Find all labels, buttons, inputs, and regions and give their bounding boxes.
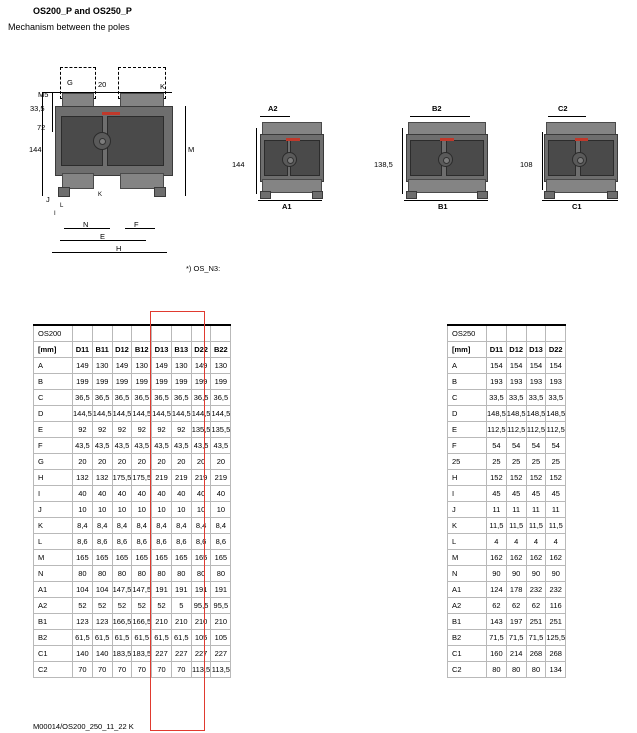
view-c-foot-left: [544, 191, 555, 199]
col-b11: B11: [92, 342, 112, 358]
table-os200-wrap: [33, 321, 231, 678]
table-os250-title: OS250: [448, 325, 487, 342]
view-c-terminal-bottom: [546, 179, 616, 193]
label-138-5: 138,5: [374, 160, 393, 169]
table-row: G 20 20 20 20 20 20 20 20: [34, 454, 231, 470]
table-row: 25 25 25 25 25: [448, 454, 566, 470]
table-os250: [447, 321, 566, 678]
table-row: H 152 152 152 152: [448, 470, 566, 486]
col-b22: B22: [211, 342, 231, 358]
label-20: 20: [98, 80, 107, 89]
view-b-foot-left: [406, 191, 417, 199]
red-indicator: [102, 112, 120, 115]
view-b-red: [440, 138, 454, 141]
table-row: K 11,5 11,5 11,5 11,5: [448, 518, 566, 534]
table-row: B2 71,5 71,5 71,5 125,5: [448, 630, 566, 646]
dim-vert-right: [185, 106, 186, 196]
device-pole-right: [107, 116, 164, 166]
dim-vert-left-inner: [52, 92, 53, 132]
table-row: A2 62 62 62 116: [448, 598, 566, 614]
dim-144-vert: [256, 128, 257, 194]
label-m: M: [188, 145, 195, 154]
label-144-left: 144: [232, 160, 245, 169]
mounting-foot-left: [58, 187, 70, 197]
dim-horiz-top: [42, 92, 172, 93]
table-row: A 154 154 154 154: [448, 358, 566, 374]
table-os200: [33, 321, 231, 678]
label-j: J: [46, 195, 50, 204]
col-b12: B12: [132, 342, 152, 358]
label-33-5: 33,5: [30, 104, 45, 113]
label-72: 72: [37, 123, 46, 132]
label-b2: B2: [432, 104, 442, 113]
col-b13: B13: [171, 342, 191, 358]
col-d12-r: D12: [506, 342, 526, 358]
table-row: B1 143 197 251 251: [448, 614, 566, 630]
table-row: C2 80 80 80 134: [448, 662, 566, 678]
col-unit-r: [mm]: [448, 342, 487, 358]
table-row: L 4 4 4 4: [448, 534, 566, 550]
operating-knob: [93, 132, 111, 150]
table-row: B1 123 123 166,5 166,5 210 210 210 210: [34, 614, 231, 630]
label-144: 144: [29, 145, 42, 154]
view-a-foot-left: [260, 191, 271, 199]
label-m5: M5: [38, 90, 49, 99]
table-row: N 80 80 80 80 80 80 80 80: [34, 566, 231, 582]
table-row: C 33,5 33,5 33,5 33,5: [448, 390, 566, 406]
view-b-foot-right: [477, 191, 488, 199]
dim-a2-line: [260, 116, 290, 117]
drawing-view-b: [374, 100, 508, 211]
dim-c1-line: [542, 200, 618, 201]
page-subtitle: Mechanism between the poles: [8, 22, 130, 32]
view-a-red: [286, 138, 300, 141]
label-k1: K: [98, 192, 103, 198]
table-row: B2 61,5 61,5 61,5 61,5 61,5 61,5 105 105: [34, 630, 231, 646]
label-k: K: [160, 82, 166, 91]
table-row: D 148,5 148,5 148,5 148,5: [448, 406, 566, 422]
label-a1: A1: [282, 202, 292, 211]
view-c-foot-right: [607, 191, 618, 199]
page-title: OS200_P and OS250_P: [33, 6, 132, 16]
mounting-foot-right: [154, 187, 166, 197]
label-c2: C2: [558, 104, 568, 113]
col-d13-r: D13: [526, 342, 546, 358]
col-d13: D13: [152, 342, 172, 358]
table-os250-wrap: [447, 321, 566, 678]
col-d12: D12: [112, 342, 132, 358]
drawing-view-a: [232, 100, 342, 210]
table-os250-header-row: [448, 342, 566, 358]
table-row: I 45 45 45 45: [448, 486, 566, 502]
drawing-note: *) OS_N3:: [186, 264, 221, 273]
label-e: E: [100, 232, 106, 241]
col-d11: D11: [73, 342, 93, 358]
table-row: A 149 130 149 130 149 130 149 130: [34, 358, 231, 374]
dim-a1-line: [258, 200, 322, 201]
table-row: M 162 162 162 162: [448, 550, 566, 566]
col-d11-r: D11: [487, 342, 507, 358]
table-row: C1 160 214 268 268: [448, 646, 566, 662]
col-d22: D22: [191, 342, 211, 358]
table-row: A1 104 104 147,5 147,5 191 191 191 191: [34, 582, 231, 598]
view-b-terminal-bottom: [408, 179, 486, 193]
table-row: J 11 11 11 11: [448, 502, 566, 518]
table-row: I 40 40 40 40 40 40 40 40: [34, 486, 231, 502]
table-os200-header-row: [34, 342, 231, 358]
table-row: B 199 199 199 199 199 199 199 199: [34, 374, 231, 390]
label-b1: B1: [438, 202, 448, 211]
table-row: E 92 92 92 92 92 92 135,5 135,5: [34, 422, 231, 438]
view-a-knob: [282, 152, 297, 167]
table-row: M 165 165 165 165 165 165 165 165: [34, 550, 231, 566]
table-row: C 36,5 36,5 36,5 36,5 36,5 36,5 36,5 36,5: [34, 390, 231, 406]
drawing-view-c: [520, 100, 637, 211]
table-row: C2 70 70 70 70 70 70 113,5 113,5: [34, 662, 231, 678]
label-g: G: [67, 78, 73, 87]
dim-horiz-h: [52, 252, 167, 253]
dim-c2-line: [548, 116, 586, 117]
label-108: 108: [520, 160, 533, 169]
view-c-knob: [572, 152, 587, 167]
drawing-view-front: [30, 40, 210, 280]
view-b-knob: [438, 152, 453, 167]
table-os200-title: OS200: [34, 325, 73, 342]
view-c-red: [575, 138, 588, 141]
view-a-foot-right: [312, 191, 323, 199]
table-row: N 90 90 90 90: [448, 566, 566, 582]
table-row: F 43,5 43,5 43,5 43,5 43,5 43,5 43,5 43,5: [34, 438, 231, 454]
dim-138-vert: [402, 128, 403, 194]
table-row: A1 124 178 232 232: [448, 582, 566, 598]
document-footnote: M00014/OS200_250_11_22 K: [33, 722, 134, 731]
table-row: C1 140 140 183,5 183,5 227 227 227 227: [34, 646, 231, 662]
col-unit: [mm]: [34, 342, 73, 358]
table-row: H 132 132 175,5 175,5 219 219 219 219: [34, 470, 231, 486]
drawing-area: [0, 40, 637, 315]
label-i: I: [54, 211, 56, 217]
label-n: N: [83, 220, 89, 229]
table-row: B 193 193 193 193: [448, 374, 566, 390]
dim-b2-line: [410, 116, 470, 117]
dim-b1-line: [404, 200, 488, 201]
table-row: K 8,4 8,4 8,4 8,4 8,4 8,4 8,4 8,4: [34, 518, 231, 534]
label-h: H: [116, 244, 122, 253]
table-row: A2 52 52 52 52 52 5 95,5 95,5: [34, 598, 231, 614]
dim-108-vert: [542, 132, 543, 190]
table-row: L 8,6 8,6 8,6 8,6 8,6 8,6 8,6 8,6: [34, 534, 231, 550]
dim-horiz-f: [125, 228, 155, 229]
table-row: E 112,5 112,5 112,5 112,5: [448, 422, 566, 438]
label-a2: A2: [268, 104, 278, 113]
table-row: F 54 54 54 54: [448, 438, 566, 454]
label-c1: C1: [572, 202, 582, 211]
table-row: D 144,5 144,5 144,5 144,5 144,5 144,5 144,5 144,5: [34, 406, 231, 422]
table-row: J 10 10 10 10 10 10 10 10: [34, 502, 231, 518]
col-d22-r: D22: [546, 342, 566, 358]
label-f: F: [134, 220, 139, 229]
label-l: L: [60, 203, 64, 209]
